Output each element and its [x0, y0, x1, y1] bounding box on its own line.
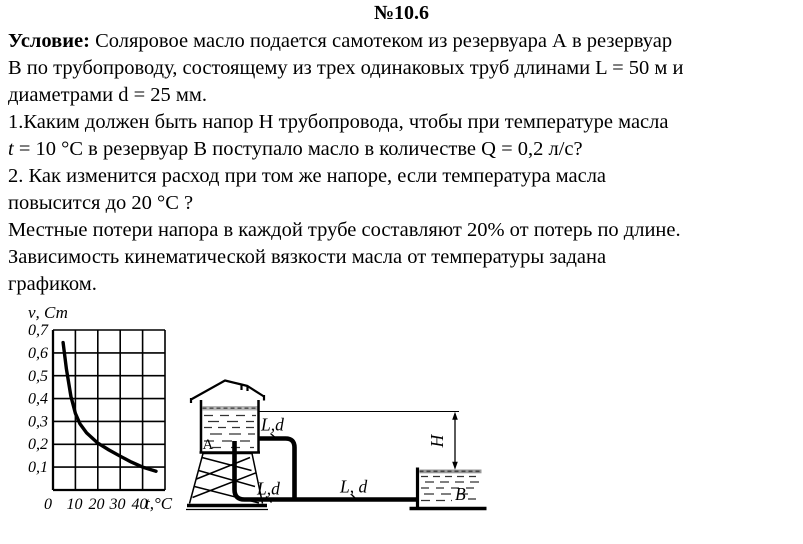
condition-label: Условие: — [8, 30, 90, 52]
x-tick-label: 20 — [88, 496, 105, 513]
trestle — [190, 454, 263, 504]
math-symbol-t: t — [8, 138, 14, 160]
system-diagram — [186, 381, 487, 510]
tank-a-label: A — [202, 437, 214, 453]
x-tick-label: 0 — [44, 496, 52, 513]
head-dimension-arrow — [452, 412, 458, 470]
y-tick-label: 0,5 — [28, 368, 48, 385]
water-dashes-b — [421, 477, 481, 501]
tank-b-label: B — [455, 484, 466, 504]
y-tick-label: 0,4 — [28, 390, 48, 408]
y-tick-label: 0,7 — [28, 322, 48, 339]
figures-canvas — [0, 296, 803, 544]
y-tick-label: 0,3 — [28, 413, 48, 431]
head-label: H — [427, 434, 447, 448]
tank-a-roof — [191, 381, 264, 404]
problem-line: В по трубопроводу, состоящему из трех одинаковых труб длинами L = 50 м и — [8, 57, 684, 79]
y-tick-label: 0,2 — [28, 436, 48, 453]
problem-line: 1.Каким должен быть напор Н трубопровода, чтобы при температуре масла — [8, 111, 669, 133]
chart-axes — [53, 330, 165, 490]
y-tick-label: 0,6 — [28, 345, 48, 362]
problem-line: Местные потери напора в каждой трубе составляют 20% от потерь по длине. — [8, 219, 681, 241]
problem-line: 2. Как изменится расход при том же напоре, если температура масла — [8, 165, 607, 187]
pipe-label-mid: L, d — [340, 476, 368, 497]
x-tick-label: 10 — [66, 496, 83, 513]
x-tick-label: 30 — [109, 496, 126, 513]
problem-line: диаметрами d = 25 мм. — [8, 84, 207, 106]
x-tick-label: 40 — [131, 496, 148, 513]
x-axis-label: t,°C — [145, 494, 173, 513]
y-axis-label: ν, Ст — [28, 303, 68, 322]
chart-grid — [53, 330, 165, 490]
problem-statement — [8, 28, 803, 298]
problem-line: повысится до 20 °С ? — [8, 192, 194, 214]
page-title: №10.6 — [373, 2, 430, 24]
problem-line: Зависимость кинематической вязкости масла от температуры задана — [8, 246, 607, 268]
pipe-label-top: L,d — [261, 414, 284, 435]
problem-line: Условие: Соляровое масло подается самотеком из резервуара А в резервуар — [8, 30, 673, 52]
problem-line: t = 10 °С в резервуар В поступало масло в количестве Q = 0,2 л/с? — [8, 138, 583, 160]
problem-line: графиком. — [8, 273, 97, 295]
pipe-label-left: L,d — [257, 478, 280, 499]
y-tick-label: 0,1 — [28, 459, 48, 476]
viscosity-chart — [28, 303, 173, 513]
